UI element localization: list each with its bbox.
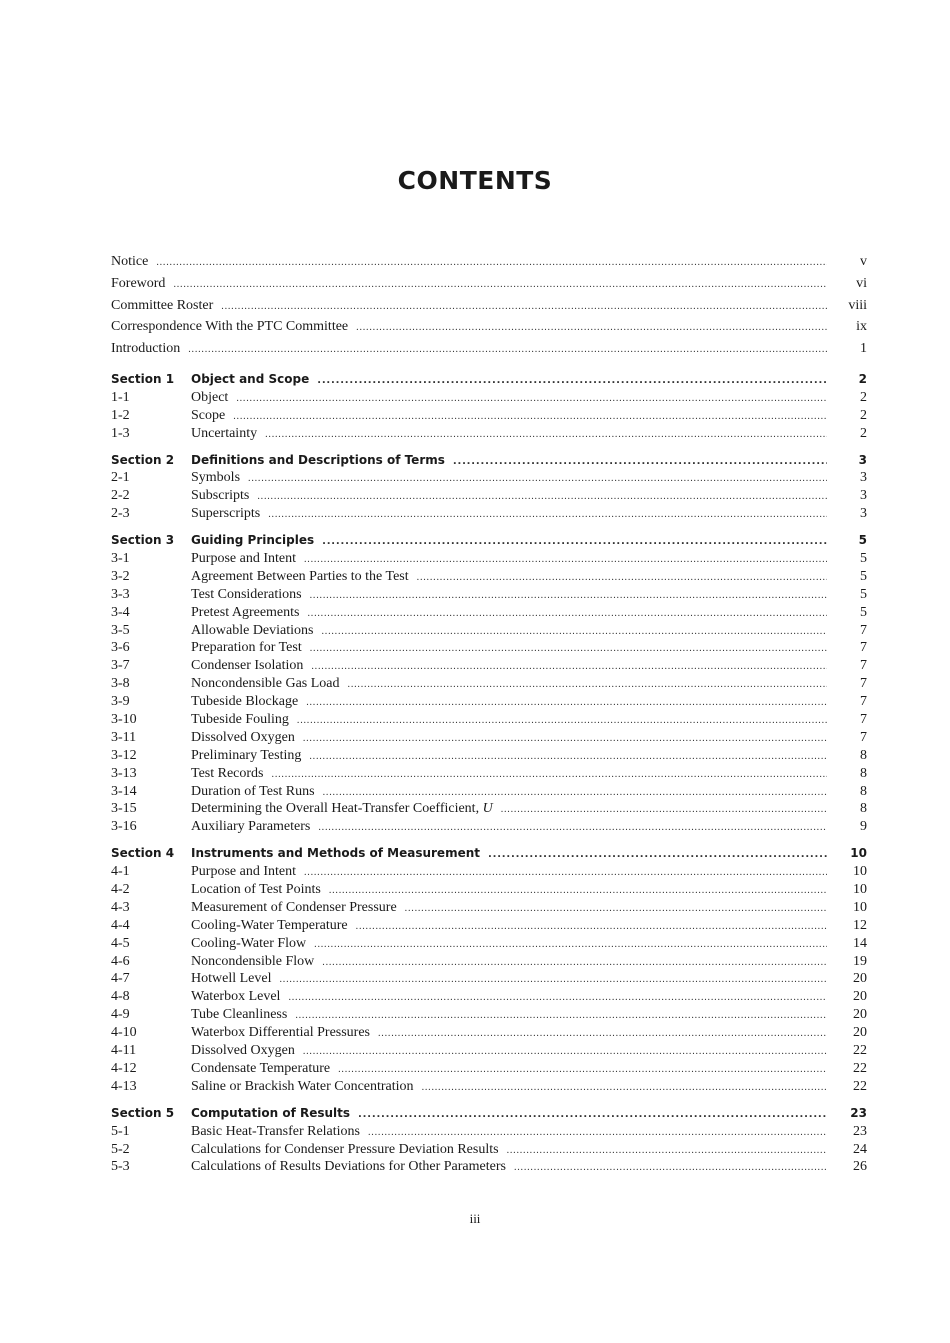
dot-leader <box>314 939 827 950</box>
toc-entry-page: 9 <box>860 819 867 835</box>
toc-entry-row[interactable] <box>111 1142 867 1160</box>
toc-entry-title <box>191 954 322 970</box>
toc-entry-number: 1-2 <box>111 407 130 423</box>
toc-entry-title <box>191 846 488 860</box>
toc-entry-title-text: Correspondence With the PTC Committee <box>111 319 349 335</box>
toc-entry-title <box>191 971 279 987</box>
toc-entry-page: 8 <box>860 765 867 781</box>
toc-entry-title <box>191 989 288 1005</box>
toc-entry-page: v <box>860 254 867 269</box>
toc-entry-title <box>191 1061 338 1077</box>
toc-entry-row[interactable] <box>111 1159 867 1177</box>
toc-entry-title-text: Notice <box>111 254 149 269</box>
toc-entry-number: 3-11 <box>111 729 137 745</box>
toc-entry-page: 5 <box>860 586 867 602</box>
toc-entry-row[interactable] <box>111 488 867 506</box>
toc-entry-title <box>191 730 303 746</box>
toc-entry-page: 26 <box>853 1159 867 1175</box>
toc-entry-title-text: Tubeside Blockage <box>191 694 299 710</box>
toc-entry-title <box>191 900 405 916</box>
toc-entry-row[interactable] <box>111 864 867 882</box>
toc-entry-title <box>191 1043 303 1059</box>
toc-entry-page: 1 <box>860 341 867 357</box>
toc-entry-number: 3-12 <box>111 747 137 763</box>
toc-entry-row[interactable] <box>111 784 867 802</box>
dot-leader <box>317 375 827 386</box>
toc-entry-number: 4-2 <box>111 882 130 898</box>
dot-leader <box>405 903 827 914</box>
toc-entry-title-text: Definitions and Descriptions of Terms <box>191 452 445 467</box>
toc-entry-row[interactable] <box>111 1007 867 1025</box>
toc-entry-row[interactable] <box>111 587 867 605</box>
dot-leader <box>422 1082 827 1093</box>
toc-entry-row[interactable] <box>111 569 867 587</box>
dot-leader <box>322 536 827 547</box>
toc-entry-number: 1-1 <box>111 389 130 405</box>
section-gap <box>111 363 867 372</box>
toc-entry-title-text: Auxiliary Parameters <box>191 819 311 835</box>
dot-leader <box>323 787 827 798</box>
toc-entry-title-text: Dissolved Oxygen <box>191 1043 295 1059</box>
toc-entry-number: 5-3 <box>111 1159 130 1175</box>
toc-entry-page: 3 <box>860 506 867 522</box>
toc-entry-title <box>191 864 304 880</box>
toc-entry-page: 10 <box>853 882 867 898</box>
toc-entry-number: 3-3 <box>111 586 130 602</box>
toc-entry-title-text: Purpose and Intent <box>191 551 296 566</box>
toc-entry-title-text: Saline or Brackish Water Concentration <box>191 1078 414 1094</box>
toc-entry-row[interactable] <box>111 1079 867 1097</box>
dot-leader <box>307 608 827 619</box>
toc-entry-title <box>111 276 173 292</box>
toc-entry-title <box>191 533 322 547</box>
toc-entry-title-text: Agreement Between Parties to the Test <box>191 568 409 584</box>
toc-entry-title-text: Calculations of Results Deviations for Other Parameters <box>191 1159 506 1175</box>
toc-entry-title <box>191 1106 358 1120</box>
toc-entry-number: Section 2 <box>111 452 175 467</box>
toc-entry-row[interactable] <box>111 551 867 569</box>
toc-entry-number: 3-1 <box>111 551 130 566</box>
toc-entry-page: 23 <box>850 1105 867 1120</box>
toc-entry-title-text: Committee Roster <box>111 297 214 313</box>
toc-entry-row[interactable] <box>111 408 867 426</box>
toc-entry-title-text: Object and Scope <box>191 371 310 386</box>
toc-entry-title-text: Waterbox Differential Pressures <box>191 1025 370 1041</box>
toc-entry-title-text: Scope <box>191 407 226 423</box>
toc-entry-row[interactable] <box>111 748 867 766</box>
toc-entry-number: 3-16 <box>111 819 137 835</box>
toc-entry-row[interactable] <box>111 801 867 819</box>
toc-entry-page: 12 <box>853 917 867 933</box>
toc-entry-number: 3-7 <box>111 658 130 674</box>
toc-entry-title-text: Pretest Agreements <box>191 604 300 620</box>
toc-entry-page: viii <box>848 297 867 313</box>
toc-entry-title-text: Instruments and Methods of Measurement <box>191 846 480 861</box>
toc-entry-number: 4-11 <box>111 1043 137 1059</box>
toc-entry-title <box>191 658 311 674</box>
toc-entry-page: 19 <box>853 953 867 969</box>
toc-entry-number: 4-3 <box>111 899 130 915</box>
toc-entry-title-text: Guiding Principles <box>191 533 315 548</box>
toc-front-matter-row[interactable] <box>111 276 867 298</box>
dot-leader <box>303 733 827 744</box>
toc-entry-number: 3-8 <box>111 676 130 692</box>
toc-entry-number: 2-2 <box>111 488 130 504</box>
toc-entry-row[interactable] <box>111 900 867 918</box>
toc-entry-page: 14 <box>853 935 867 951</box>
toc-entry-title-text: Computation of Results <box>191 1105 351 1120</box>
toc-entry-page: 10 <box>853 899 867 915</box>
toc-entry-title <box>191 918 356 934</box>
toc-entry-number: Section 1 <box>111 371 175 386</box>
toc-entry-title <box>191 1079 422 1095</box>
toc-entry-row[interactable] <box>111 730 867 748</box>
toc-entry-number: 5-2 <box>111 1141 130 1157</box>
toc-entry-number: 4-12 <box>111 1060 137 1076</box>
toc-entry-page: 7 <box>860 729 867 745</box>
toc-entry-page: ix <box>856 319 867 335</box>
toc-entry-page: 8 <box>860 801 867 817</box>
toc-entry-page: 7 <box>860 712 867 728</box>
toc-entry-title-text: Allowable Deviations <box>191 622 314 638</box>
toc-entry-title <box>191 1124 368 1140</box>
dot-leader <box>236 393 827 404</box>
toc-entry-row[interactable] <box>111 1124 867 1142</box>
toc-entry-title-text: Preliminary Testing <box>191 747 302 763</box>
toc-entry-title <box>191 390 236 406</box>
toc-entry-row[interactable] <box>111 676 867 694</box>
dot-leader <box>318 822 827 833</box>
dot-leader <box>304 867 827 878</box>
toc-entry-title <box>191 605 307 621</box>
toc-entry-row[interactable] <box>111 712 867 730</box>
toc-entry-page: 20 <box>853 1007 867 1023</box>
toc-entry-row[interactable] <box>111 936 867 954</box>
dot-leader <box>501 804 827 815</box>
toc-front-matter-row[interactable] <box>111 319 867 341</box>
toc-entry-title-text: Basic Heat-Transfer Relations <box>191 1123 360 1139</box>
toc-entry-number: 1-3 <box>111 425 130 441</box>
toc-front-matter-row[interactable] <box>111 341 867 363</box>
toc-entry-row[interactable] <box>111 658 867 676</box>
toc-entry-page: 22 <box>853 1060 867 1076</box>
dot-leader <box>279 974 827 985</box>
toc-entry-title <box>191 766 272 782</box>
toc-entry-page: 20 <box>853 971 867 987</box>
toc-entry-title <box>191 801 501 817</box>
toc-entry-title <box>111 319 356 335</box>
toc-entry-page: 7 <box>860 640 867 656</box>
toc-entry-title-text: Subscripts <box>191 488 250 504</box>
toc-entry-number: 3-13 <box>111 765 137 781</box>
toc-section-row[interactable] <box>111 453 867 471</box>
toc-entry-title-text: Superscripts <box>191 506 261 522</box>
toc-entry-page: 7 <box>860 694 867 710</box>
toc-entry-title <box>191 1142 507 1158</box>
toc-entry-row[interactable] <box>111 470 867 488</box>
dot-leader <box>311 661 827 672</box>
toc-entry-page: 10 <box>850 846 867 861</box>
toc-entry-page: 5 <box>858 533 867 548</box>
toc-entry-page: 2 <box>860 425 867 441</box>
toc-entry-title <box>191 1159 514 1175</box>
toc-entry-page: 3 <box>858 452 867 467</box>
table-of-contents <box>111 254 867 1177</box>
dot-leader <box>257 491 827 502</box>
dot-leader <box>348 679 827 690</box>
dot-leader <box>356 322 827 333</box>
toc-entry-row[interactable] <box>111 640 867 658</box>
toc-entry-title-text: Noncondensible Flow <box>191 953 315 969</box>
dot-leader <box>288 992 827 1003</box>
toc-entry-number: 4-1 <box>111 864 130 880</box>
toc-section-row[interactable] <box>111 533 867 551</box>
dot-leader <box>417 572 827 583</box>
dot-leader <box>272 769 827 780</box>
toc-entry-number: 5-1 <box>111 1123 130 1139</box>
toc-entry-page: 23 <box>853 1123 867 1139</box>
toc-entry-title <box>191 426 265 442</box>
dot-leader <box>265 429 827 440</box>
dot-leader <box>188 344 827 355</box>
toc-entry-number: 3-14 <box>111 783 137 799</box>
toc-entry-page: 5 <box>860 604 867 620</box>
toc-entry-page: 3 <box>860 488 867 504</box>
dot-leader <box>233 411 827 422</box>
dot-leader <box>156 257 827 268</box>
dot-leader <box>321 626 827 637</box>
toc-entry-page: vi <box>856 275 867 291</box>
toc-entry-number: 2-3 <box>111 506 130 522</box>
toc-entry-row[interactable] <box>111 918 867 936</box>
toc-entry-number: 3-15 <box>111 801 137 817</box>
dot-leader <box>306 697 827 708</box>
toc-entry-page: 20 <box>853 989 867 1005</box>
toc-entry-title <box>191 640 310 656</box>
toc-entry-title-text: Tube Cleanliness <box>191 1007 288 1023</box>
toc-entry-title-text: Symbols <box>191 470 241 486</box>
toc-entry-number: 4-10 <box>111 1025 137 1041</box>
toc-entry-page: 22 <box>853 1043 867 1059</box>
toc-entry-title <box>191 748 309 764</box>
toc-entry-number: 4-7 <box>111 971 130 987</box>
toc-entry-title <box>191 587 310 603</box>
dot-leader <box>297 715 827 726</box>
section-gap <box>111 837 867 846</box>
dot-leader <box>507 1145 827 1156</box>
toc-entry-title <box>191 470 248 486</box>
toc-entry-row[interactable] <box>111 623 867 641</box>
toc-entry-title-text: Cooling-Water Temperature <box>191 917 348 933</box>
toc-entry-page: 10 <box>853 864 867 880</box>
dot-leader <box>322 957 827 968</box>
toc-entry-number: 4-8 <box>111 989 130 1005</box>
toc-entry-page: 2 <box>858 371 867 386</box>
toc-entry-number: 4-9 <box>111 1007 130 1023</box>
toc-entry-title-text: Condenser Isolation <box>191 658 304 674</box>
toc-entry-row[interactable] <box>111 694 867 712</box>
toc-section-row[interactable] <box>111 846 867 864</box>
toc-entry-title-text: Waterbox Level <box>191 989 281 1005</box>
toc-entry-page: 20 <box>853 1025 867 1041</box>
toc-entry-title <box>191 936 314 952</box>
toc-entry-title <box>191 819 318 835</box>
toc-front-matter-row[interactable] <box>111 298 867 320</box>
toc-entry-title-text: Duration of Test Runs <box>191 783 315 799</box>
toc-entry-row[interactable] <box>111 506 867 524</box>
toc-entry-title-text: Preparation for Test <box>191 640 302 656</box>
toc-entry-row[interactable] <box>111 819 867 837</box>
dot-leader <box>310 643 827 654</box>
toc-entry-title <box>191 784 323 800</box>
toc-entry-title-text: Test Records <box>191 765 264 781</box>
toc-entry-title <box>191 372 317 386</box>
toc-entry-row[interactable] <box>111 766 867 784</box>
dot-leader <box>514 1162 827 1173</box>
toc-entry-title <box>191 1007 295 1023</box>
toc-entry-title-text: Foreword <box>111 275 166 291</box>
toc-entry-number: 3-5 <box>111 622 130 638</box>
dot-leader <box>310 590 827 601</box>
toc-section-row[interactable] <box>111 1106 867 1124</box>
toc-entry-row[interactable] <box>111 1025 867 1043</box>
toc-entry-title-text: Condensate Temperature <box>191 1060 331 1076</box>
toc-entry-title <box>191 882 329 898</box>
toc-entry-title <box>191 1025 378 1041</box>
toc-entry-row[interactable] <box>111 954 867 972</box>
toc-entry-title-text: Hotwell Level <box>191 971 272 987</box>
toc-entry-page: 24 <box>853 1141 867 1157</box>
toc-entry-title-text: Dissolved Oxygen <box>191 729 295 745</box>
toc-entry-title <box>191 569 417 585</box>
dot-leader <box>303 1046 827 1057</box>
toc-entry-number: 3-2 <box>111 568 130 584</box>
toc-entry-row[interactable] <box>111 989 867 1007</box>
toc-entry-row[interactable] <box>111 882 867 900</box>
dot-leader <box>368 1127 827 1138</box>
page-number: iii <box>469 1211 481 1226</box>
toc-entry-row[interactable] <box>111 1061 867 1079</box>
section-gap <box>111 524 867 533</box>
toc-entry-title-text: Cooling-Water Flow <box>191 935 307 951</box>
toc-entry-page: 8 <box>860 783 867 799</box>
toc-entry-row[interactable] <box>111 390 867 408</box>
toc-entry-title <box>191 506 268 522</box>
toc-entry-page: 7 <box>860 658 867 674</box>
toc-entry-row[interactable] <box>111 426 867 444</box>
page-title: CONTENTS <box>397 166 553 195</box>
toc-entry-title-text: Tubeside Fouling <box>191 712 289 728</box>
toc-entry-title <box>111 341 188 357</box>
toc-entry-title-text: Uncertainty <box>191 425 258 441</box>
dot-leader <box>356 921 827 932</box>
toc-entry-title-italic: U <box>482 801 493 817</box>
dot-leader <box>453 456 827 467</box>
dot-leader <box>268 509 827 520</box>
toc-entry-title-text: Introduction <box>111 341 181 357</box>
dot-leader <box>329 885 827 896</box>
toc-entry-row[interactable] <box>111 971 867 989</box>
dot-leader <box>309 751 827 762</box>
toc-entry-title <box>191 712 297 728</box>
dot-leader <box>378 1028 827 1039</box>
toc-entry-number: 3-10 <box>111 712 137 728</box>
toc-front-matter-row[interactable] <box>111 254 867 276</box>
toc-entry-number: 2-1 <box>111 470 130 486</box>
toc-entry-number: Section 3 <box>111 533 175 548</box>
toc-entry-number: 4-4 <box>111 917 130 933</box>
toc-section-row[interactable] <box>111 372 867 390</box>
toc-entry-title <box>111 254 156 270</box>
toc-entry-page: 8 <box>860 747 867 763</box>
toc-entry-number: 3-6 <box>111 640 130 656</box>
toc-entry-page: 7 <box>860 622 867 638</box>
toc-entry-number: Section 4 <box>111 846 175 861</box>
dot-leader <box>338 1064 827 1075</box>
dot-leader <box>488 849 827 860</box>
section-gap <box>111 1097 867 1106</box>
dot-leader <box>295 1010 827 1021</box>
toc-entry-title <box>191 488 257 504</box>
toc-entry-title-text: Location of Test Points <box>191 882 321 898</box>
toc-entry-page: 2 <box>860 407 867 423</box>
toc-entry-page: 22 <box>853 1078 867 1094</box>
toc-entry-title <box>191 551 304 567</box>
toc-entry-row[interactable] <box>111 605 867 623</box>
toc-entry-page: 2 <box>860 389 867 405</box>
dot-leader <box>221 301 827 312</box>
toc-entry-title-text: Test Considerations <box>191 586 302 602</box>
toc-entry-title-text: Measurement of Condenser Pressure <box>191 899 397 915</box>
dot-leader <box>304 554 827 565</box>
toc-entry-page: 5 <box>860 551 867 566</box>
toc-entry-page: 7 <box>860 676 867 692</box>
toc-entry-number: 4-13 <box>111 1078 137 1094</box>
toc-entry-title <box>191 694 306 710</box>
dot-leader <box>248 473 827 484</box>
toc-entry-row[interactable] <box>111 1043 867 1061</box>
toc-entry-number: 4-5 <box>111 935 130 951</box>
toc-entry-title-text: Purpose and Intent <box>191 864 296 880</box>
toc-entry-title-text: Determining the Overall Heat-Transfer Coefficient, <box>191 801 480 817</box>
dot-leader <box>358 1109 827 1120</box>
toc-entry-title <box>191 453 453 467</box>
section-gap <box>111 444 867 453</box>
toc-entry-number: 4-6 <box>111 953 130 969</box>
toc-entry-title <box>191 408 233 424</box>
toc-entry-title-text: Noncondensible Gas Load <box>191 676 340 692</box>
toc-entry-page: 3 <box>860 470 867 486</box>
toc-entry-title <box>111 298 221 314</box>
toc-entry-number: Section 5 <box>111 1105 175 1120</box>
toc-entry-title-text: Object <box>191 389 229 405</box>
toc-entry-title <box>191 676 348 692</box>
toc-entry-number: 3-9 <box>111 694 130 710</box>
toc-entry-number: 3-4 <box>111 604 130 620</box>
toc-entry-page: 5 <box>860 568 867 584</box>
toc-entry-title-text: Calculations for Condenser Pressure Deviation Results <box>191 1141 499 1157</box>
toc-entry-title <box>191 623 321 639</box>
dot-leader <box>173 279 827 290</box>
